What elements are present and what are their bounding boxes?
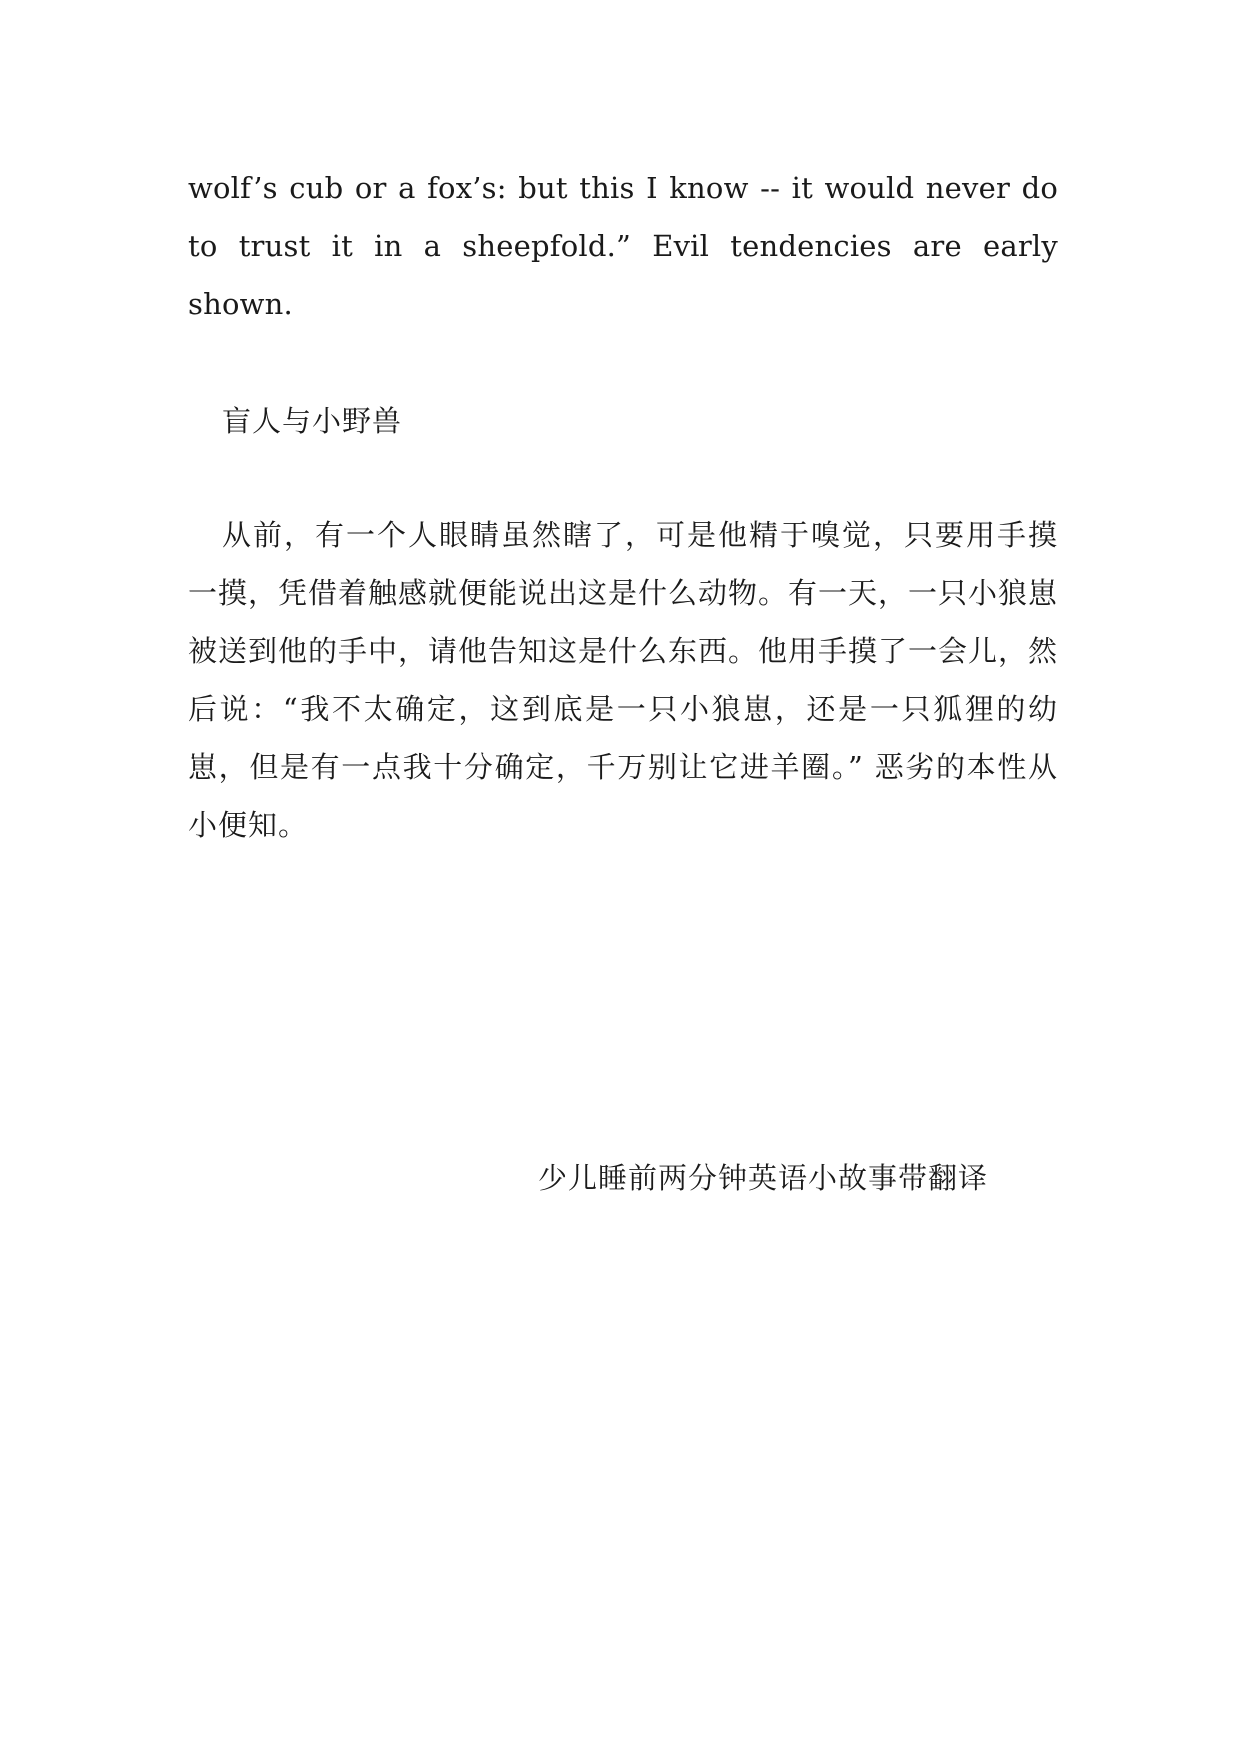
english-story-paragraph: wolf’s cub or a fox’s: but this I know -- it would never do to trust it in a sheepfold.” Evil tendencies are early shown. — [188, 171, 1058, 321]
document-footer-title: 少儿睡前两分钟英语小故事带翻译 — [538, 1161, 989, 1195]
chinese-story-paragraph: 从前，有一个人眼睛虽然瞎了，可是他精于嗅觉，只要用手摸一摸，凭借着触感就便能说出这是什么动物。有一天，一只小狼崽被送到他的手中，请他告知这是什么东西。他用手摸了一会儿，然后说：“我不太确定，这到底是一只小狼崽，还是一只狐狸的幼崽，但是有一点我十分确定，千万别让它进羊圈。” 恶劣的本性从小便知。 — [188, 518, 1059, 842]
chinese-story-title: 盲人与小野兽 — [222, 404, 403, 438]
